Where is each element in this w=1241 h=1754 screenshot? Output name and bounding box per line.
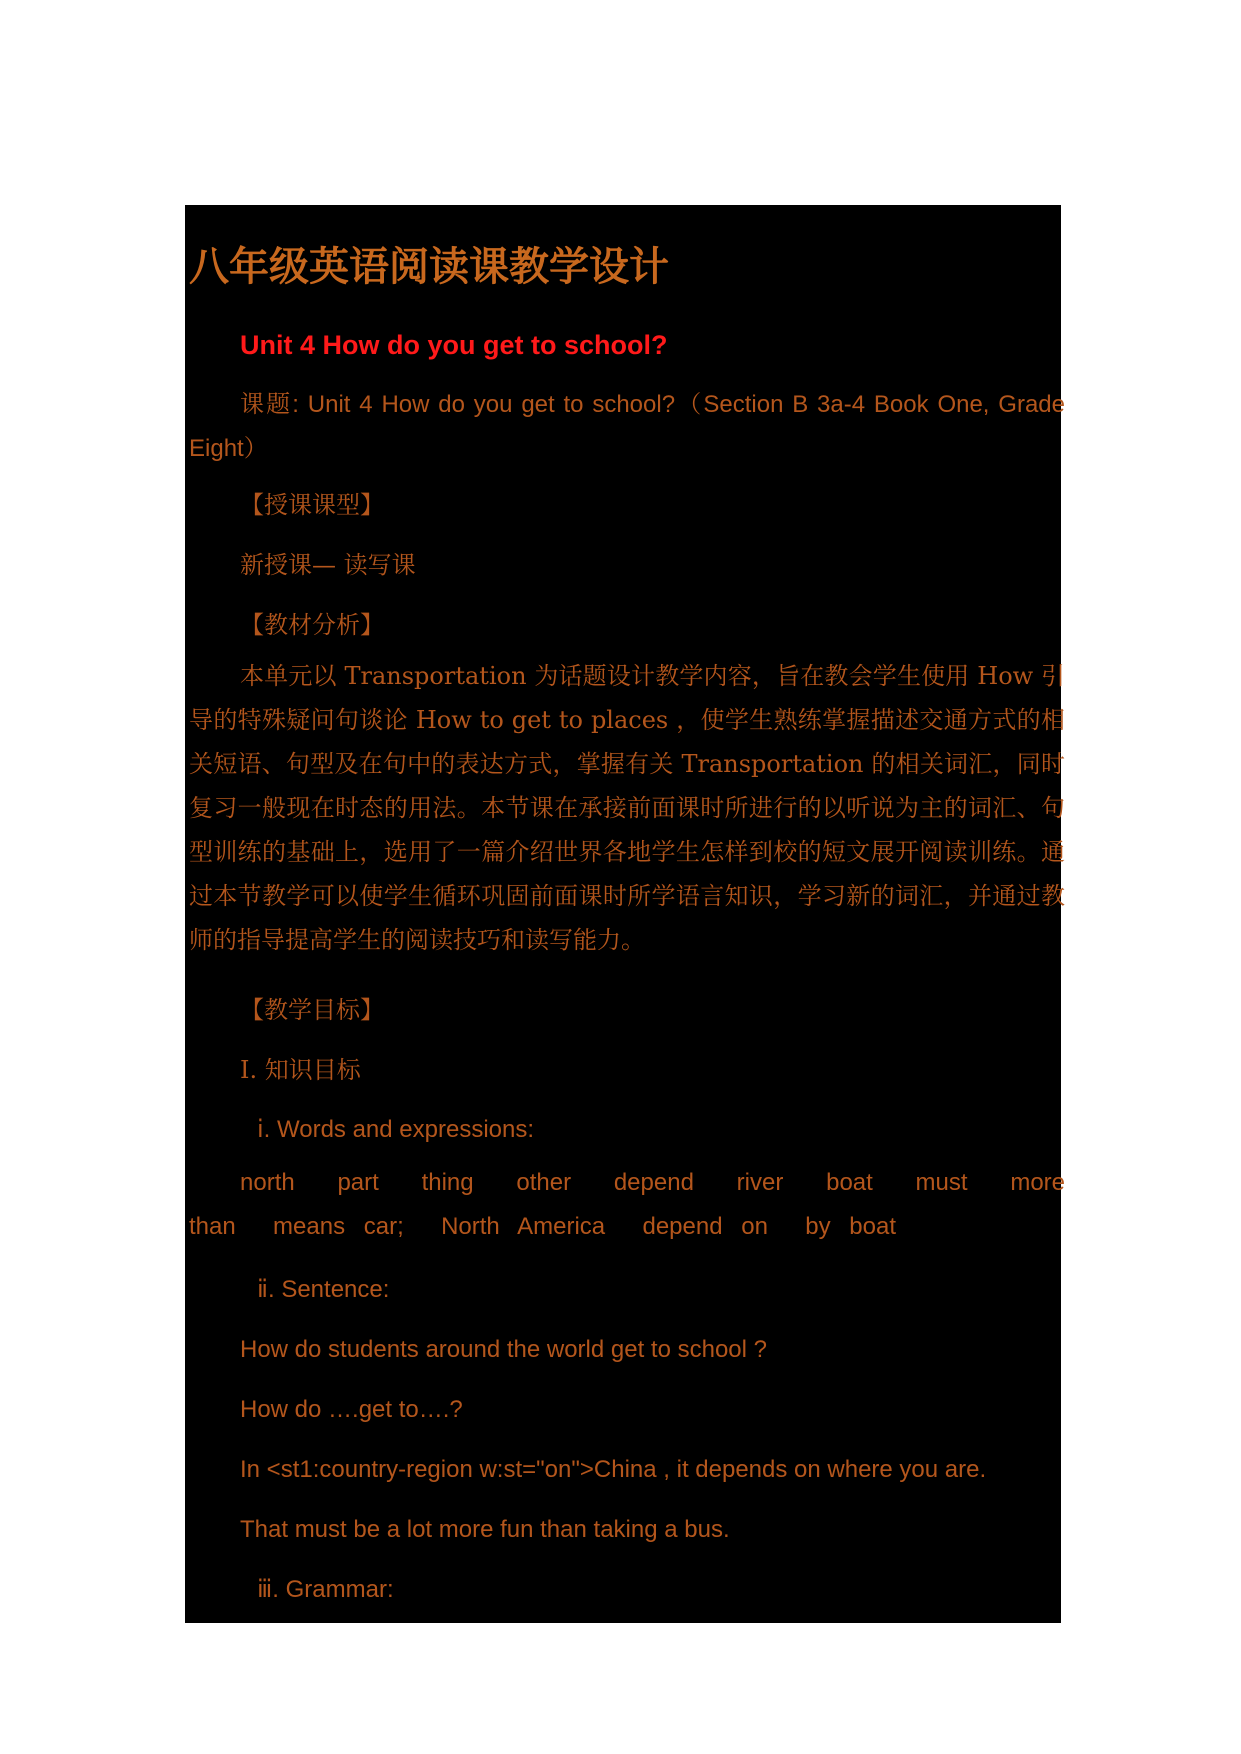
words-heading: ⅰ. Words and expressions:: [257, 1116, 535, 1143]
sentence-item: How do students around the world get to school ?: [240, 1336, 767, 1363]
sentence-item: In <st1:country-region w:st="on">China , it depends on where you are.: [240, 1456, 987, 1483]
document-title: 八年级英语阅读课教学设计: [189, 243, 669, 290]
sentence-heading: ⅱ. Sentence:: [257, 1276, 390, 1303]
knowledge-goal: Ⅰ. 知识目标: [240, 1056, 361, 1084]
analysis-paragraph: 本单元以 Transportation 为话题设计教学内容，旨在教会学生使用 How 引导的特殊疑问句谈论 How to get to places ，使学生熟练掌握描述交通方式的相关短语、句型及在句中的表达方式，掌握有关 Transportation 的相关词汇，同时复习一般现在时态的用法。本节课在承接前面课时所进行的以听说为主的词汇、句型训练的基础上，选用了一篇介绍世界各地学生怎样到校的短文展开阅读训练。通过本节教学可以使学生循环巩固前面课时所学语言知识，学习新的词汇，并通过教师的指导提高学生的阅读技巧和读写能力。: [189, 662, 1065, 954]
course-line: 课题: Unit 4 How do you get to school?（Section B 3a-4 Book One, Grade Eight）: [189, 391, 1065, 462]
unit-subtitle: Unit 4 How do you get to school?: [240, 330, 668, 360]
sentence-item: That must be a lot more fun than taking a bus.: [240, 1516, 730, 1543]
analysis-heading: 【教材分析】: [240, 611, 384, 639]
section-type-value: 新授课— 读写课: [240, 551, 416, 579]
words-list: north part thing other depend river boat must more than means car; North America depend on by boat: [189, 1169, 1103, 1240]
objectives-heading: 【教学目标】: [240, 996, 384, 1024]
grammar-heading: ⅲ. Grammar:: [257, 1576, 394, 1603]
section-type-heading: 【授课课型】: [240, 491, 384, 519]
sentence-item: How do ….get to….?: [240, 1396, 463, 1423]
